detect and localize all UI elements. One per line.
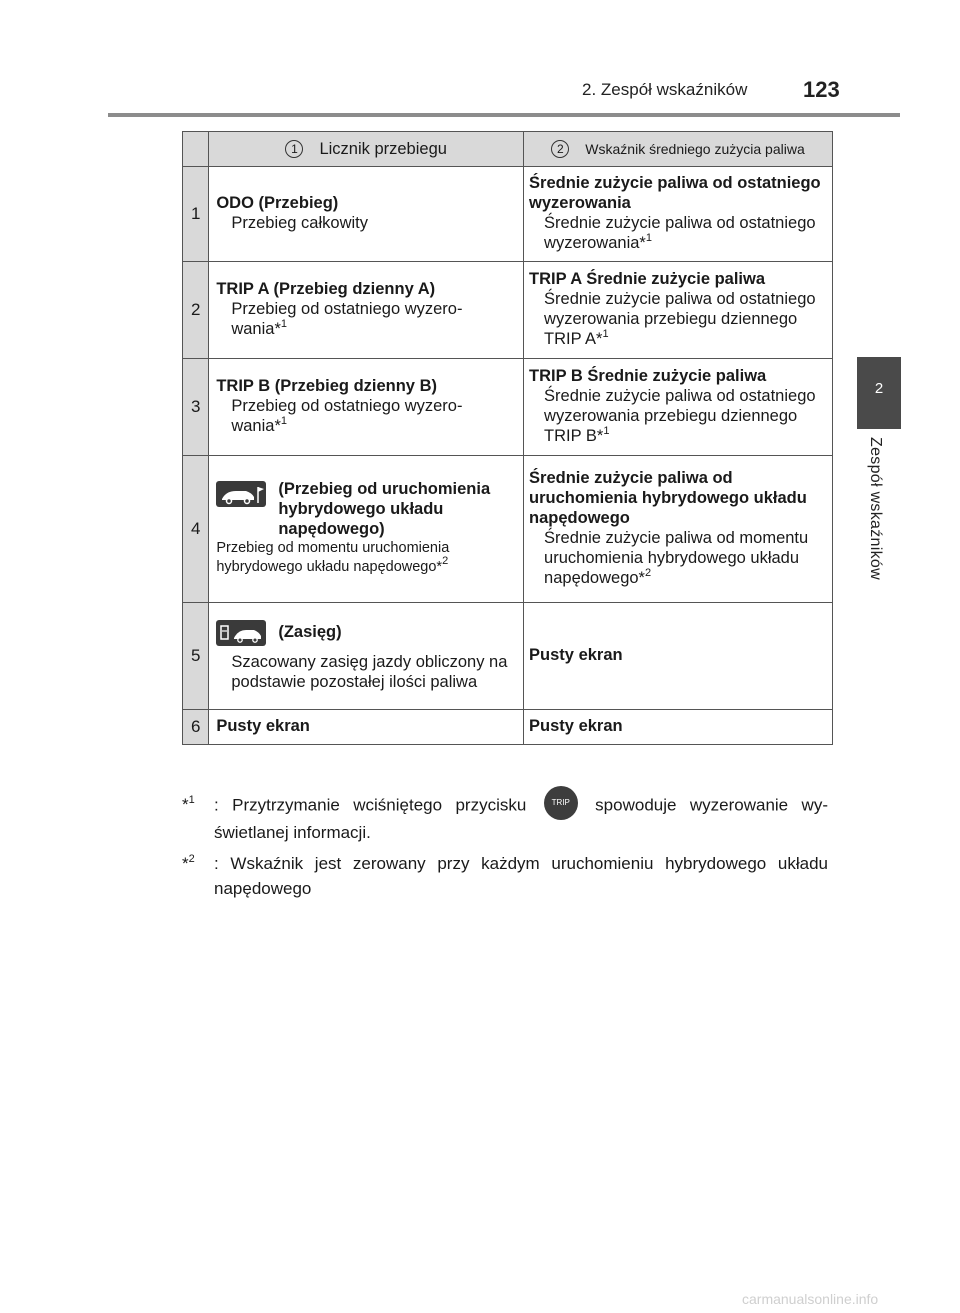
row-number: 3 — [183, 359, 209, 456]
chapter-tab-label: Zespół wskaźników — [867, 437, 884, 580]
table-row — [183, 456, 833, 603]
car-trip-icon — [216, 481, 266, 507]
fuel-cell: Średnie zużycie paliwa od uruchomienia hybrydowego układu napędowego Średnie zużycie paliwa od momentu uruchomienia hybrydowego układu napędowego*$^2$ — [524, 456, 833, 603]
row-number: 4 — [183, 456, 209, 603]
row-number: 1 — [183, 167, 209, 262]
row-number: 2 — [183, 262, 209, 359]
fuel-cell: Pusty ekran — [524, 603, 833, 710]
circled-number-2: 2 — [551, 140, 569, 158]
table-row — [183, 603, 833, 710]
fuel-range-icon — [216, 620, 266, 646]
odometer-cell: TRIP A (Przebieg dzienny A) Przebieg od ostatniego wyzero-wania*$^1$ — [209, 262, 524, 359]
table-row — [183, 167, 833, 262]
table-header-row — [183, 132, 833, 167]
fuel-cell: TRIP B Średnie zużycie paliwa Średnie zużycie paliwa od ostatniego wyzerowania przebiegu dziennego TRIP B*$^1$ — [524, 359, 833, 456]
section-title: 2. Zespół wskaźników — [582, 80, 748, 99]
table-row — [183, 359, 833, 456]
row-number: 6 — [183, 710, 209, 745]
display-modes-table — [182, 131, 833, 745]
chapter-tab-number: 2 — [874, 380, 884, 397]
column-header-fuel-consumption: 2 Wskaźnik średniego zużycia paliwa — [524, 132, 833, 167]
fuel-cell: TRIP A Średnie zużycie paliwa Średnie zużycie paliwa od ostatniego wyzerowania przebiegu dziennego TRIP A*$^1$ — [524, 262, 833, 359]
fuel-cell: Średnie zużycie paliwa od ostatniego wyzerowania Średnie zużycie paliwa od ostatniego wyzerowania*$^1$ — [524, 167, 833, 262]
header-blank-cell — [183, 132, 209, 167]
watermark: carmanualsonline.info — [742, 1291, 879, 1307]
footnote-1: *$^1$ : Przytrzymanie wciśniętego przycisku TRIP spowoduje wyzerowanie wy-świetlanej informacji. — [182, 792, 828, 845]
table-row — [183, 710, 833, 745]
circled-number-1: 1 — [285, 140, 303, 158]
odometer-cell: Pusty ekran — [209, 710, 524, 745]
odometer-cell: (Przebieg od uruchomienia hybrydowego układu napędowego) Przebieg od momentu uruchomienia hybrydowego układu napędowego*$^2$ — [209, 456, 524, 603]
trip-button-icon: TRIP — [544, 786, 578, 820]
column-header-odometer: 1 Licznik przebiegu — [209, 132, 524, 167]
odometer-cell: (Zasięg) Szacowany zasięg jazdy obliczony na podstawie pozostałej ilości paliwa — [209, 603, 524, 710]
footnotes — [182, 792, 828, 907]
page-number: 123 — [803, 77, 840, 102]
header-divider — [108, 113, 900, 117]
footnote-2: *$^2$ : Wskaźnik jest zerowany przy każdym uruchomieniu hybrydowego układu napędowego — [182, 853, 828, 898]
odometer-cell: ODO (Przebieg) Przebieg całkowity — [209, 167, 524, 262]
fuel-cell: Pusty ekran — [524, 710, 833, 745]
row-number: 5 — [183, 603, 209, 710]
table-row — [183, 262, 833, 359]
odometer-cell: TRIP B (Przebieg dzienny B) Przebieg od ostatniego wyzero-wania*$^1$ — [209, 359, 524, 456]
